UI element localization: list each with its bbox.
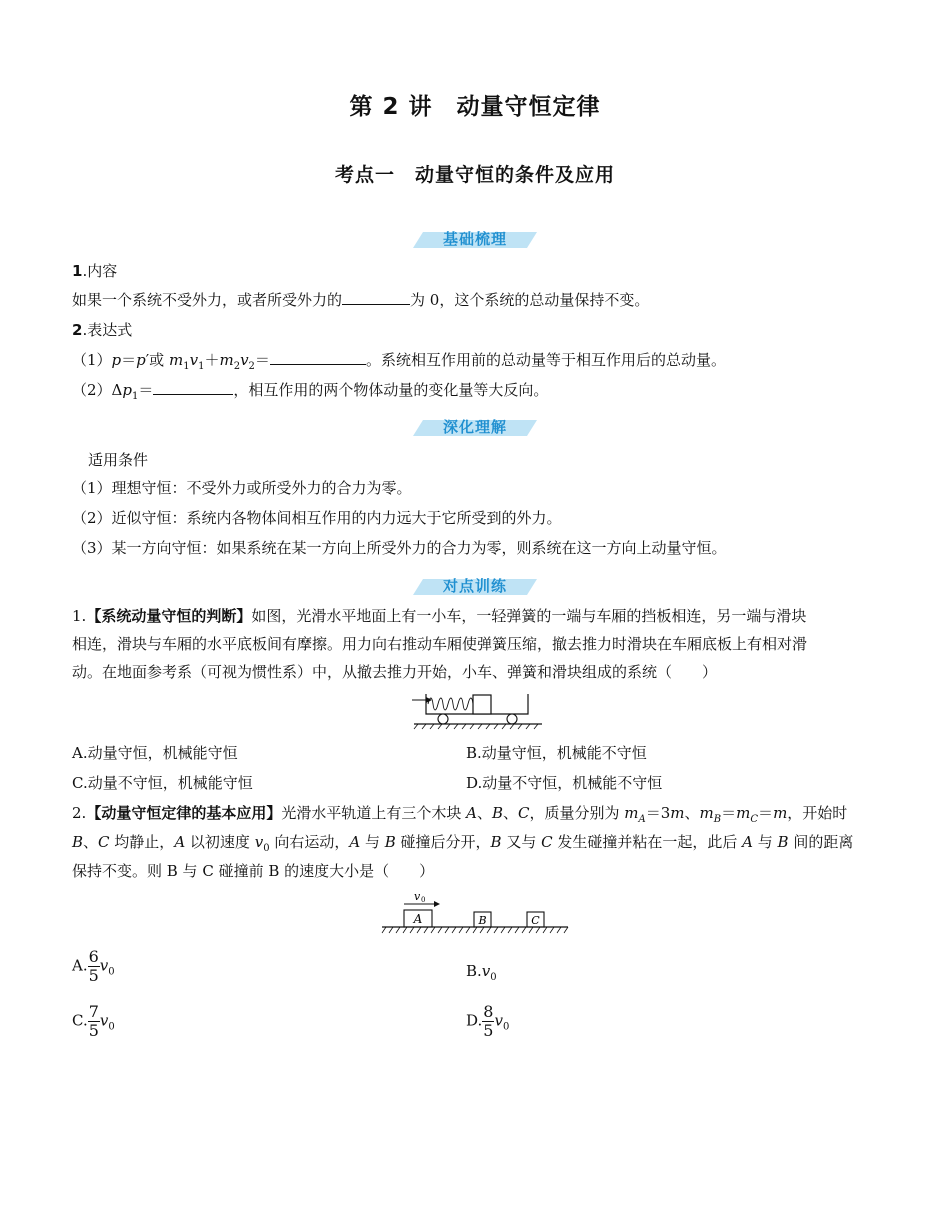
deepen-item-1: （1）理想守恒：不受外力或所受外力的合力为零。	[72, 479, 412, 497]
q2-option-b-prefix: B.	[466, 962, 482, 980]
v0-label-sub: 0	[421, 896, 426, 904]
banner-basics-label: 基础梳理	[442, 230, 507, 248]
denominator: 5	[483, 1021, 494, 1040]
blank-field-3	[153, 380, 233, 395]
numerator: 8	[483, 1002, 494, 1021]
blank-field-1	[342, 290, 410, 305]
deepen-item-2: （2）近似守恒：系统内各物体间相互作用的内力远大于它所受到的外力。	[72, 509, 562, 527]
banner-practice-label: 对点训练	[442, 577, 507, 595]
wheel-right	[507, 714, 517, 724]
block-a-label: A	[413, 912, 423, 926]
basics-item1-text-b: 为 0，这个系统的总动量保持不变。	[410, 291, 650, 309]
q2-number: 2.	[72, 804, 87, 822]
v-subscript: 0	[502, 1021, 510, 1033]
page-title: 第 2 讲 动量守恒定律	[349, 94, 601, 120]
q1-number: 1.	[72, 607, 87, 625]
v-symbol: v	[99, 956, 109, 975]
q2-option-a[interactable]	[72, 948, 115, 985]
velocity-arrow-head	[434, 901, 440, 907]
q2-option-d[interactable]	[466, 1003, 509, 1040]
blank-field-2	[270, 350, 366, 365]
fraction-8-5	[482, 1003, 494, 1040]
basics-item1-text	[72, 290, 882, 310]
spring	[428, 698, 473, 710]
q2-option-a-prefix: A.	[72, 956, 88, 975]
expression-2-label: （2）	[72, 381, 112, 399]
banner-deepen	[413, 416, 537, 438]
v-subscript: 0	[490, 972, 497, 983]
ground-hatching	[414, 724, 538, 729]
basics-item2-heading	[72, 320, 882, 340]
v-symbol: v	[494, 1011, 503, 1030]
v-subscript: 0	[108, 1021, 115, 1033]
deepen-item-3: （3）某一方向守恒：如果系统在某一方向上所受外力的合力为零，则系统在这一方向上动量守恒。	[72, 539, 727, 557]
banner-practice	[413, 575, 537, 597]
v0-label: v	[414, 890, 421, 903]
q1-line-3: 动。在地面参考系（可视为惯性系）中，从撤去推力开始，小车、弹簧和滑块组成的系统（ ）	[72, 663, 718, 681]
q1-line-1	[72, 606, 882, 626]
expression-2: $(2)\Delta p_1=$ ，相互作用的两个物体动量的变化量等大反向。	[72, 381, 549, 402]
q1-option-d[interactable]: D.动量不守恒，机械能不守恒	[466, 774, 663, 792]
numerator: 7	[88, 1002, 99, 1021]
banner-basics	[413, 228, 537, 250]
q1-option-a[interactable]: A.动量守恒，机械能守恒	[72, 744, 238, 762]
q2-option-b[interactable]	[466, 962, 497, 983]
basics-item1-text-a: 如果一个系统不受外力，或者所受外力的	[72, 291, 343, 309]
q1-option-c[interactable]: C.动量不守恒，机械能守恒	[72, 774, 253, 792]
expression-1-text: 。系统相互作用前的总动量等于相互作用后的总动量。	[365, 351, 726, 369]
q2-line-3: 保持不变。则 B 与 C 碰撞前 B 的速度大小是（ ）	[72, 862, 435, 880]
wheel-left	[438, 714, 448, 724]
denominator: 5	[88, 966, 99, 985]
denominator: 5	[88, 1021, 99, 1040]
q1-line-2: 相连，滑块与车厢的水平底板间有摩擦。用力向右推动车厢使弹簧压缩，撤去推力时滑块在车厢底板上有相对滑	[72, 635, 808, 653]
fraction-6-5	[88, 948, 100, 985]
three-blocks-figure	[380, 888, 570, 936]
q2-option-d-prefix: D.	[466, 1011, 483, 1030]
cart-spring-figure	[410, 690, 545, 730]
v-subscript: 0	[108, 966, 115, 978]
block-b-label: B	[478, 914, 487, 927]
basics-item2-number: 2	[72, 321, 83, 339]
numerator: 6	[88, 947, 99, 966]
q2-tag: 【动量守恒定律的基本应用】	[86, 804, 282, 822]
expression-1: （1）p＝p′或 $m_1v_1+m_2v_2=$ 。系统相互作用前的总动量等于相互作用后的总动量。	[72, 351, 726, 372]
basics-item1-number: 1	[72, 262, 83, 280]
fraction-7-5	[88, 1003, 100, 1040]
v-symbol: v	[481, 962, 491, 980]
basics-item1-heading	[72, 261, 882, 281]
q1-option-b[interactable]: B.动量守恒，机械能不守恒	[466, 744, 647, 762]
q2-line-2: B、C 均静止，A 以初速度 $v_0$ 向右运动，A 与 B 碰撞后分开，B 又与 C 发生碰撞并粘在一起，此后 A 与 B 间的距离	[72, 833, 854, 854]
banner-deepen-label: 深化理解	[442, 418, 507, 436]
q2-option-c-prefix: C.	[72, 1011, 88, 1030]
slider-block	[473, 695, 491, 714]
deepen-heading: 适用条件	[88, 451, 149, 469]
q2-option-c[interactable]	[72, 1003, 115, 1040]
expression-1-label: （1）	[72, 351, 112, 369]
section-title: 考点一 动量守恒的条件及应用	[334, 164, 615, 186]
q1-tag: 【系统动量守恒的判断】	[86, 607, 252, 625]
track-hatching	[382, 927, 568, 933]
q1-line-1-text: 如图，光滑水平地面上有一小车，一轻弹簧的一端与车厢的挡板相连，另一端与滑块	[251, 607, 807, 625]
basics-item1-title: .内容	[82, 262, 118, 280]
expression-2-text: ，相互作用的两个物体动量的变化量等大反向。	[233, 381, 549, 399]
v-symbol: v	[99, 1011, 109, 1030]
block-c-label: C	[531, 914, 540, 927]
basics-item2-title: .表达式	[82, 321, 133, 339]
q2-line-1: 2.【动量守恒定律的基本应用】光滑水平轨道上有三个木块 A、B、C，质量分别为 $m_A=3m$、$m_B=m_C=m$，开始时	[72, 804, 848, 825]
